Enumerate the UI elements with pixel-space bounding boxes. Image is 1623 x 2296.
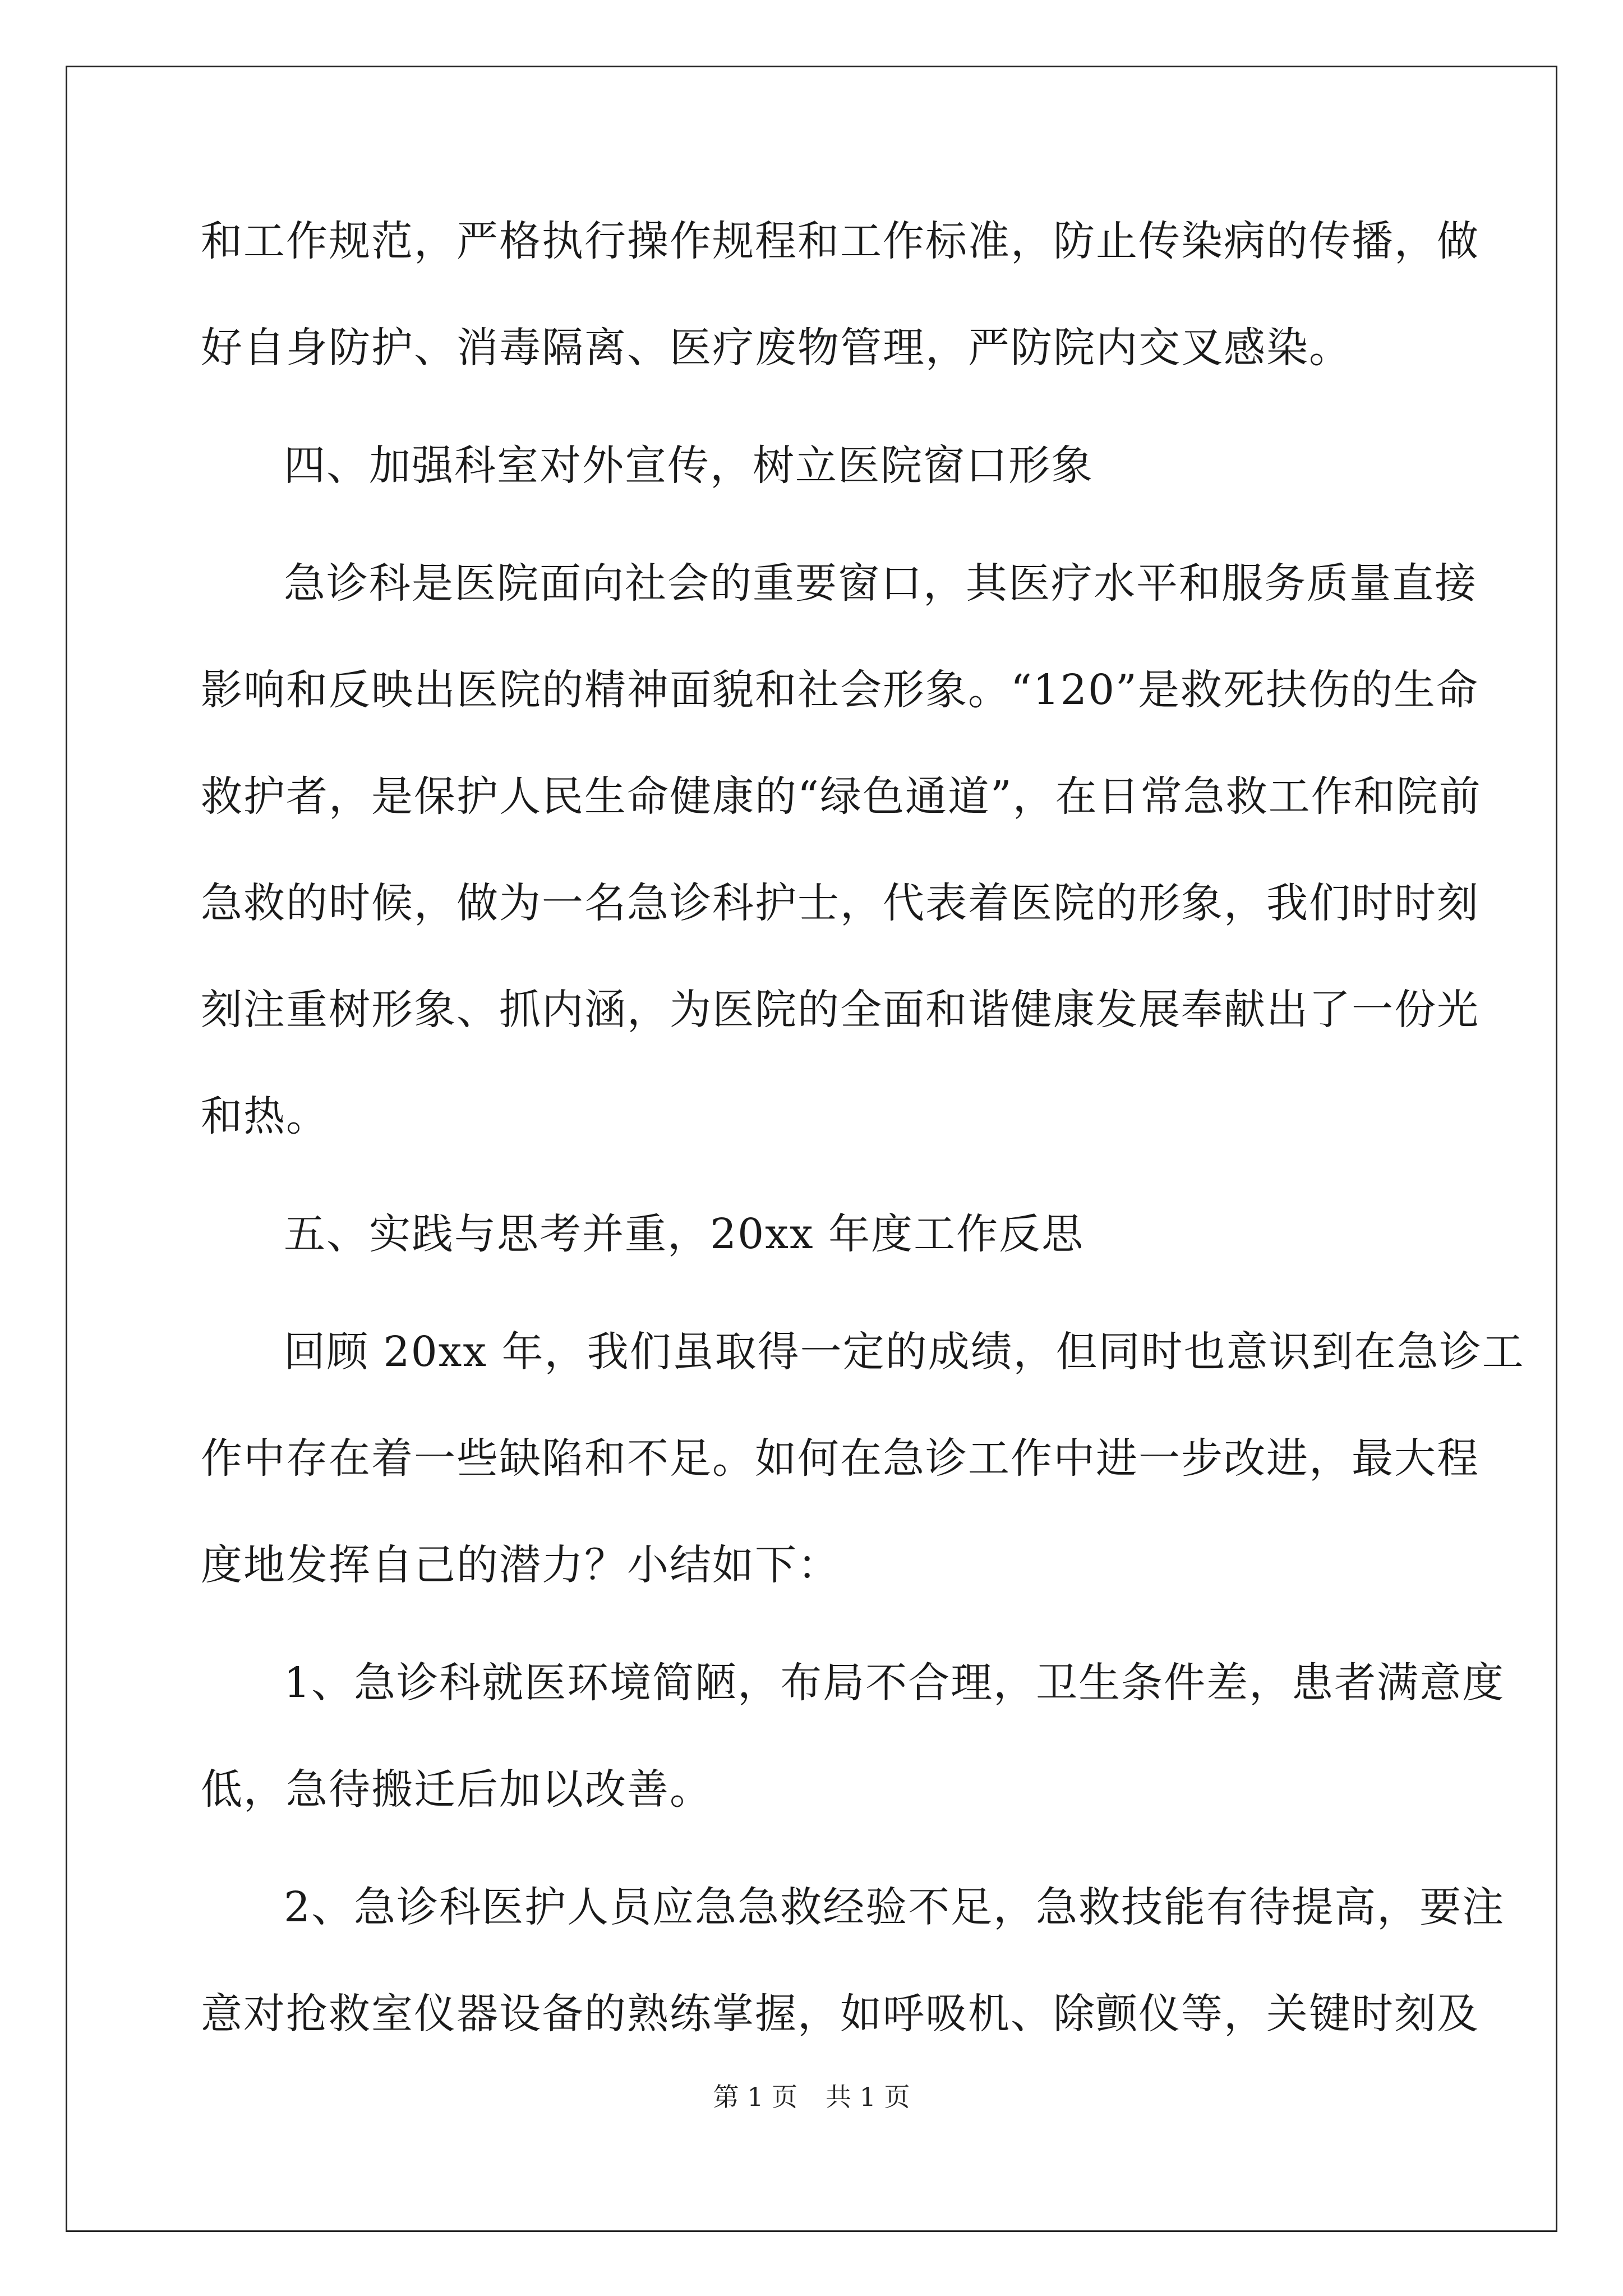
section-heading: 四、加强科室对外宣传，树立医院窗口形象 (284, 441, 1094, 490)
text-line: 作中存在着一些缺陷和不足。如何在急诊工作中进一步改进，最大程 (201, 1434, 1479, 1483)
text-line: 急救的时候，做为一名急诊科护士，代表着医院的形象，我们时时刻 (201, 879, 1479, 927)
text-line: 和热。 (201, 1092, 329, 1140)
text-line: 度地发挥自己的潜力？小结如下： (201, 1541, 840, 1589)
text-line: 急诊科是医院面向社会的重要窗口，其医疗水平和服务质量直接 (284, 559, 1477, 608)
text-line: 1、急诊科就医环境简陋，布局不合理，卫生条件差，患者满意度 (284, 1659, 1505, 1707)
text-line: 意对抢救室仪器设备的熟练掌握，如呼吸机、除颤仪等，关键时刻及 (201, 1990, 1479, 2038)
page-number: 第 1 页 (713, 2082, 797, 2112)
text-line: 好自身防护、消毒隔离、医疗废物管理，严防院内交叉感染。 (201, 324, 1352, 372)
text-line: 2、急诊科医护人员应急急救经验不足，急救技能有待提高，要注 (284, 1883, 1505, 1931)
page-footer (0, 2080, 1623, 2114)
section-heading: 五、实践与思考并重，20xx 年度工作反思 (284, 1210, 1085, 1258)
text-line: 救护者，是保护人民生命健康的“绿色通道”，在日常急救工作和院前 (201, 772, 1482, 821)
page-total: 共 1 页 (826, 2082, 910, 2112)
text-line: 低，急待搬迁后加以改善。 (201, 1765, 712, 1814)
text-line: 回顾 20xx 年，我们虽取得一定的成绩，但同时也意识到在急诊工 (284, 1328, 1525, 1376)
text-line: 影响和反映出医院的精神面貌和社会形象。“120”是救死扶伤的生命 (201, 666, 1479, 714)
text-line: 和工作规范，严格执行操作规程和工作标准，防止传染病的传播，做 (201, 217, 1479, 265)
text-line: 刻注重树形象、抓内涵，为医院的全面和谐健康发展奉献出了一份光 (201, 986, 1479, 1034)
